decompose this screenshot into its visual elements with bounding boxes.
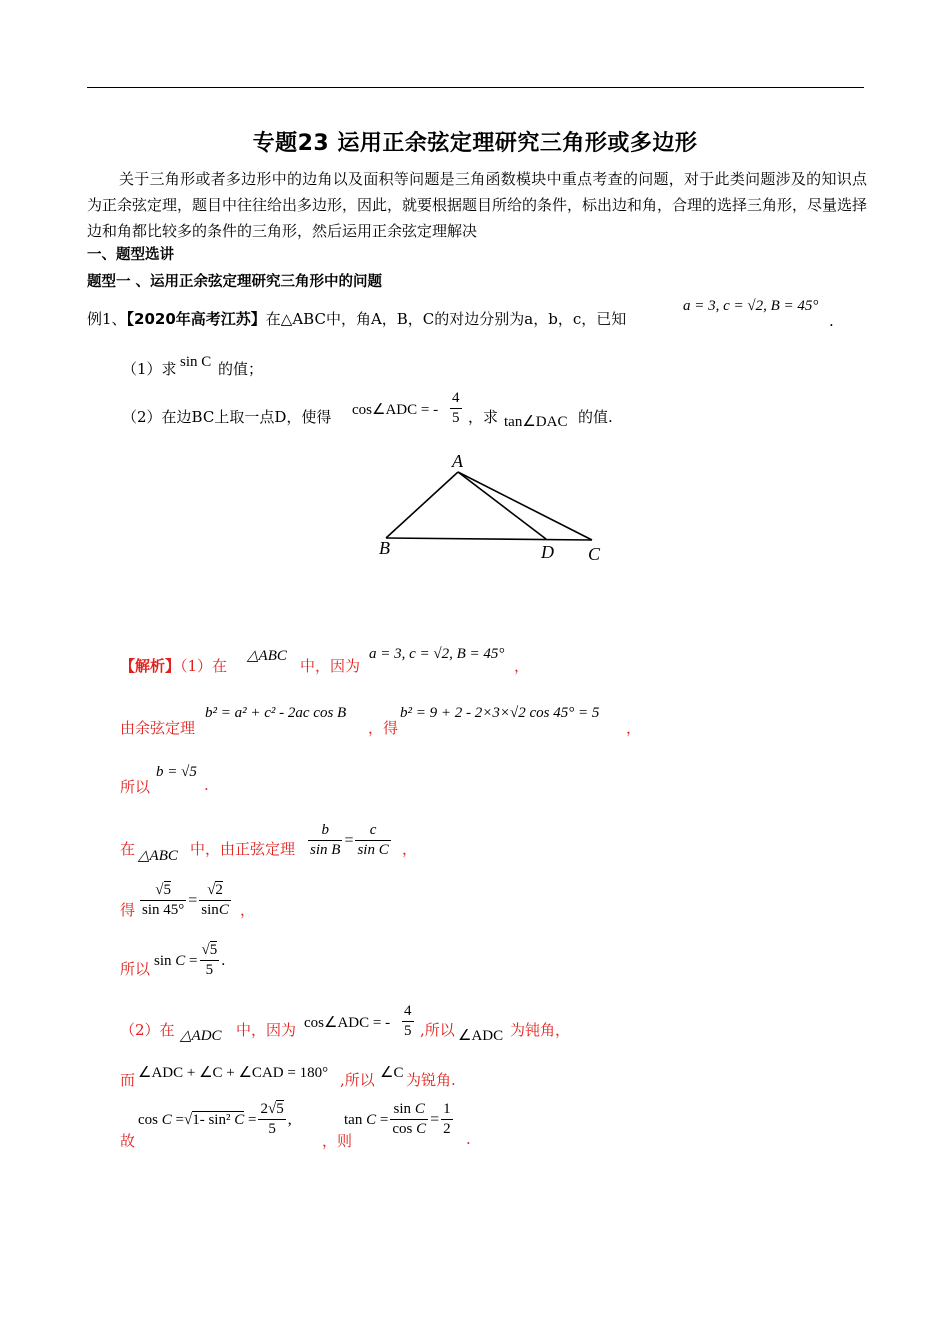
solution-text: 所以: [120, 960, 151, 978]
side-BC: [386, 538, 592, 540]
solution-text: （2）在: [120, 1021, 175, 1039]
example-period: .: [829, 312, 834, 330]
header-rule: [87, 87, 864, 88]
cos-adc: cos∠ADC = -: [304, 1015, 391, 1031]
solution-text: 中，因为: [300, 657, 361, 675]
solution-text: 为锐角.: [406, 1071, 456, 1089]
example-label: 例1、: [87, 310, 127, 328]
question-2-expr: cos∠ADC = -: [352, 402, 439, 418]
example-text: 在△ABC中，角A，B，C的对边分别为a，b，c，已知: [265, 310, 627, 328]
solution-text: ，: [402, 840, 418, 858]
question-2-mid: ，求: [468, 408, 499, 426]
angle-sum: ∠ADC + ∠C + ∠CAD = 180°: [138, 1065, 329, 1081]
solution-text: 中，因为: [236, 1021, 297, 1039]
solution-text: 故: [120, 1132, 136, 1150]
solution-text: 中，由正弦定理: [190, 840, 296, 858]
label-C: C: [588, 544, 601, 564]
solution-text: 为钝角，: [510, 1021, 571, 1039]
question-1-suffix: 的值；: [218, 360, 264, 378]
solution-given: a = 3, c = √2, B = 45°: [369, 646, 505, 662]
cosine-law-substitution: b² = 9 + 2 - 2×3×√2 cos 45° = 5: [400, 705, 600, 721]
solution-text: ，则: [322, 1132, 353, 1150]
triangle-figure: [370, 448, 620, 570]
cos-adc-fraction: $\frac{4}{5}$: [404, 1003, 412, 1039]
angle-c: ∠C: [380, 1065, 404, 1081]
solution-triangle-3: △ADC: [180, 1028, 222, 1044]
solution-text: 所以: [120, 778, 151, 796]
solution-text: ,所以: [340, 1071, 375, 1089]
solution-text: 而: [120, 1071, 136, 1089]
section-heading: 一、题型选讲: [87, 247, 174, 263]
solution-text: ,所以: [420, 1021, 455, 1039]
solution-line-1: 【解析】（1）在: [120, 657, 228, 675]
question-1: （1）求: [122, 360, 177, 378]
label-D: D: [541, 542, 554, 562]
solution-text: 在: [120, 840, 136, 858]
solution-text: .: [466, 1130, 471, 1148]
segment-AD: [458, 472, 546, 539]
cos-c-value: cos C =√1- sin² C = $\frac{2√5}{5}$ ,: [138, 1101, 292, 1137]
example-source: 【2020年高考江苏】: [126, 310, 266, 328]
question-1-expr: sin C: [180, 354, 212, 370]
cosine-law: b² = a² + c² - 2ac cos B: [205, 705, 347, 721]
question-2: （2）在边BC上取一点D，使得: [122, 408, 332, 426]
sine-law: $\frac{b}{\text{sin B}}$ = $\frac{c}{\text{sin C}}$: [310, 822, 389, 858]
question-2-suffix: 的值.: [578, 408, 613, 426]
type-heading: 题型一 、运用正余弦定理研究三角形中的问题: [87, 274, 383, 290]
question-2-target: tan∠DAC: [504, 414, 568, 430]
sine-law-substitution: $\frac{√5}{\sin 45^\circ}$ = $\frac{√2}{\sin C}$: [142, 882, 229, 918]
solution-triangle-1: △ABC: [247, 648, 287, 664]
example-given: a = 3, c = √2, B = 45°: [683, 298, 819, 314]
page-title: 专题23 运用正余弦定理研究三角形或多边形: [252, 131, 698, 156]
solution-text: ，: [626, 719, 642, 737]
solution-text: 由余弦定理: [120, 719, 196, 737]
label-A: A: [452, 451, 463, 471]
example-1: [87, 308, 626, 329]
solution-text: ，: [514, 657, 530, 675]
solution-text: .: [204, 776, 209, 794]
question-2-fraction: $\frac{4}{5}$: [452, 390, 460, 426]
solution-triangle-2: △ABC: [138, 848, 178, 864]
solution-text: 得: [120, 901, 136, 919]
solution-text: ，: [240, 901, 256, 919]
sin-c-value: sin C = $\frac{√5}{5}$ .: [154, 942, 226, 978]
label-B: B: [379, 538, 390, 558]
solution-text: ，得: [368, 719, 399, 737]
intro-paragraph: 关于三角形或者多边形中的边角以及面积等问题是三角函数模块中重点考查的问题，对于此类问题涉及的知识点为正余弦定理，题目中往往给出多边形，因此，就要根据题目所给的条件，标出边和角，合理的选择三角形，尽量选择边和角都比较多的条件的三角形，然后运用正余弦定理解决: [87, 170, 868, 240]
side-AB: [386, 472, 458, 538]
tan-c-value: tan C = $\frac{\text{sin C}}{\text{cos C}}$ = $\frac{1}{2}$: [344, 1101, 451, 1137]
b-value: b = √5: [156, 764, 197, 780]
side-AC: [458, 472, 592, 540]
angle-adc: ∠ADC: [458, 1028, 504, 1044]
